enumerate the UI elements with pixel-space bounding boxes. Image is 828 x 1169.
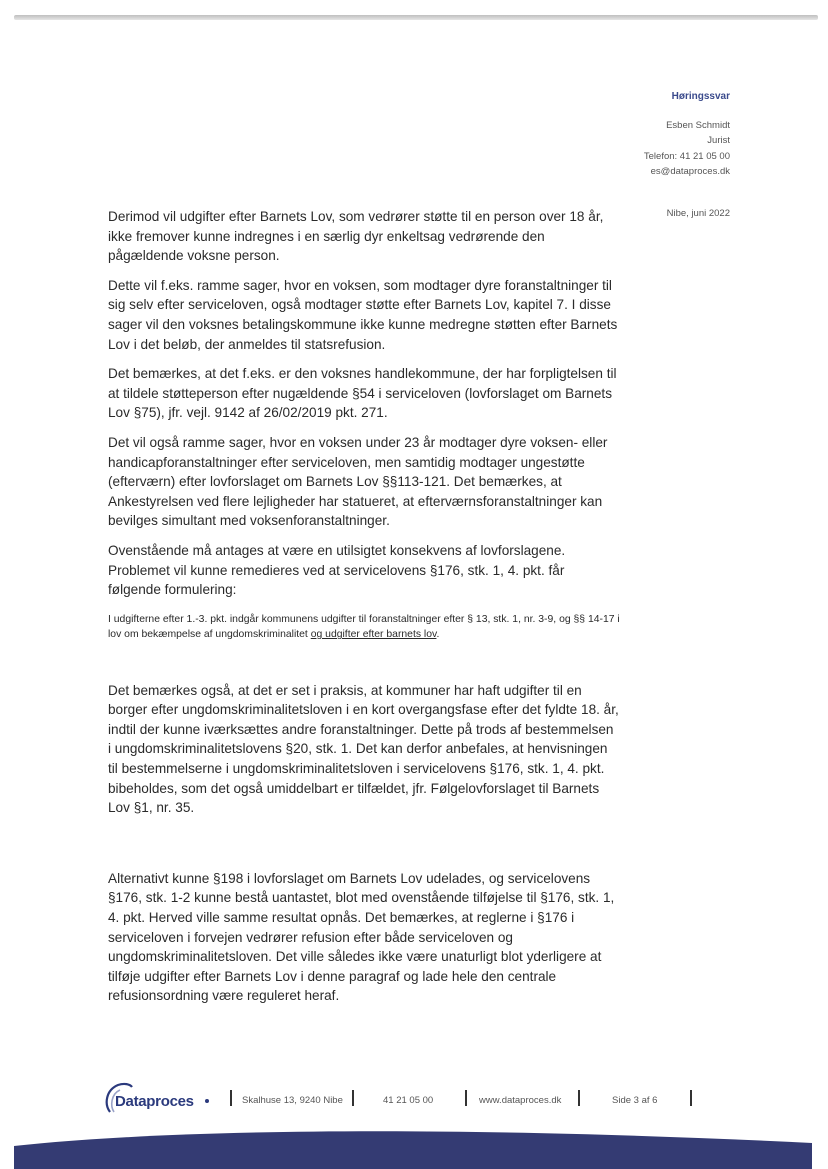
author-email[interactable]: es@dataproces.dk xyxy=(650,166,730,177)
footer-separator xyxy=(230,1090,232,1106)
paragraph-7: Alternativt kunne §198 i lovforslaget om Barnets Lov udelades, og servicelovens §176, stk. 1-2 kunne bestå uantastet, blot med ovenstående tilføjelse til §176, stk. 1, 4. pkt. Herved ville samme resultat opnås. Det bemærkes, at reglerne i §176 i serviceloven i forvejen vedrører refusion efter både serviceloven og ungdomskriminalitetsloven. Det ville således ikke være unaturligt blot yderligere at tilføje udgifter efter Barnets Lov i denne paragraf og lade hele den centrale refusionsordning være reguleret heraf. xyxy=(108,870,615,1004)
paragraph-4: Det vil også ramme sager, hvor en voksen under 23 år modtager dyre voksen- eller handicapforanstaltninger efter serviceloven, men samtidig modtager ungestøtte (efterværn) efter lovforslaget om Barnets Lov §§113-121. Det bemærkes, at Ankestyrelsen ved flere lejligheder har statueret, at efterværnsforanstaltninger kan bevilges simultant med voksenforanstaltninger. xyxy=(108,434,608,529)
footer-separator xyxy=(578,1090,580,1106)
logo-dot-icon xyxy=(205,1099,209,1103)
paragraph-3: Det bemærkes, at det f.eks. er den voksnes handlekommune, der har forpligtelsen til at tildele støtteperson efter nugældende §54 i serviceloven (lovforslaget om Barnets Lov §75), jfr. vejl. 9142 af 26/02/2019 pkt. 271. xyxy=(108,366,617,421)
author-name: Esben Schmidt xyxy=(666,119,730,131)
author-phone: Telefon: 41 21 05 00 xyxy=(643,150,730,162)
paragraph-5: Ovenstående må antages at være en utilsigtet konsekvens af lovforslagene. Problemet vil kunne remedieres ved at servicelovens §176, stk. 1, 4. pkt. får følgende formulering: xyxy=(108,542,566,598)
footer-address: Skalhuse 13, 9240 Nibe xyxy=(242,1095,343,1106)
quote-end: . xyxy=(436,629,440,641)
quote-text: I udgifterne efter 1.-3. pkt. indgår kommunens udgifter til foranstaltninger efter § 13, stk. 1, nr. 3-9, og §§ 14-17 i lov om bekæmpelse af ungdomskriminalitet xyxy=(108,613,620,641)
footer-separator xyxy=(352,1090,354,1106)
footer-separator xyxy=(690,1090,692,1106)
author-title: Jurist xyxy=(707,135,730,146)
page-number: Side 3 af 6 xyxy=(612,1095,658,1106)
paragraph-1: Derimod vil udgifter efter Barnets Lov, som vedrører støtte til en person over 18 år, ikke fremover kunne indregnes i en særlig dyr enkeltsag vedrørende den pågældende voksne person. xyxy=(108,209,604,264)
letter-body xyxy=(108,207,620,1016)
document-type: Høringssvar xyxy=(671,91,730,102)
footer-separator xyxy=(465,1090,467,1106)
letter-date: Nibe, juni 2022 xyxy=(666,207,730,219)
logo-text: Dataproces xyxy=(115,1093,194,1110)
proposed-wording xyxy=(108,612,620,643)
paragraph-2: Dette vil f.eks. ramme sager, hvor en voksen, som modtager dyre foranstaltninger til sig selv efter serviceloven, også modtager støtte efter Barnets Lov, kapitel 7. I disse sager vil den voksnes betalingskommune ikke kunne medregne støtten efter Barnets Lov i det beløb, der anmeldes til statsrefusion. xyxy=(108,277,618,352)
scan-edge xyxy=(14,15,818,20)
quote-underlined: og udgifter efter barnets lov xyxy=(310,629,437,641)
footer-phone: 41 21 05 00 xyxy=(383,1095,434,1106)
footer-swoosh xyxy=(0,1108,828,1169)
footer-website[interactable]: www.dataproces.dk xyxy=(479,1095,562,1106)
letter-header xyxy=(644,89,730,221)
paragraph-6: Det bemærkes også, at det er set i praksis, at kommuner har haft udgifter til en borger efter ungdomskriminalitetsloven i en kort overgangsfase efter det fyldte 18. år, indtil der kunne iværksættes andre foranstaltninger. Dette på trods af bestemmelsen i ungdomskriminalitetslovens §20, stk. 1. Det kan derfor anbefales, at henvisningen til bestemmelserne i ungdomskriminalitetsloven i servicelovens §176, stk. 1, 4. pkt. bibeholdes, som det også umiddelbart er tilfældet, jfr. Følgelovforslaget til Barnets Lov §1, nr. 35. xyxy=(108,682,619,816)
